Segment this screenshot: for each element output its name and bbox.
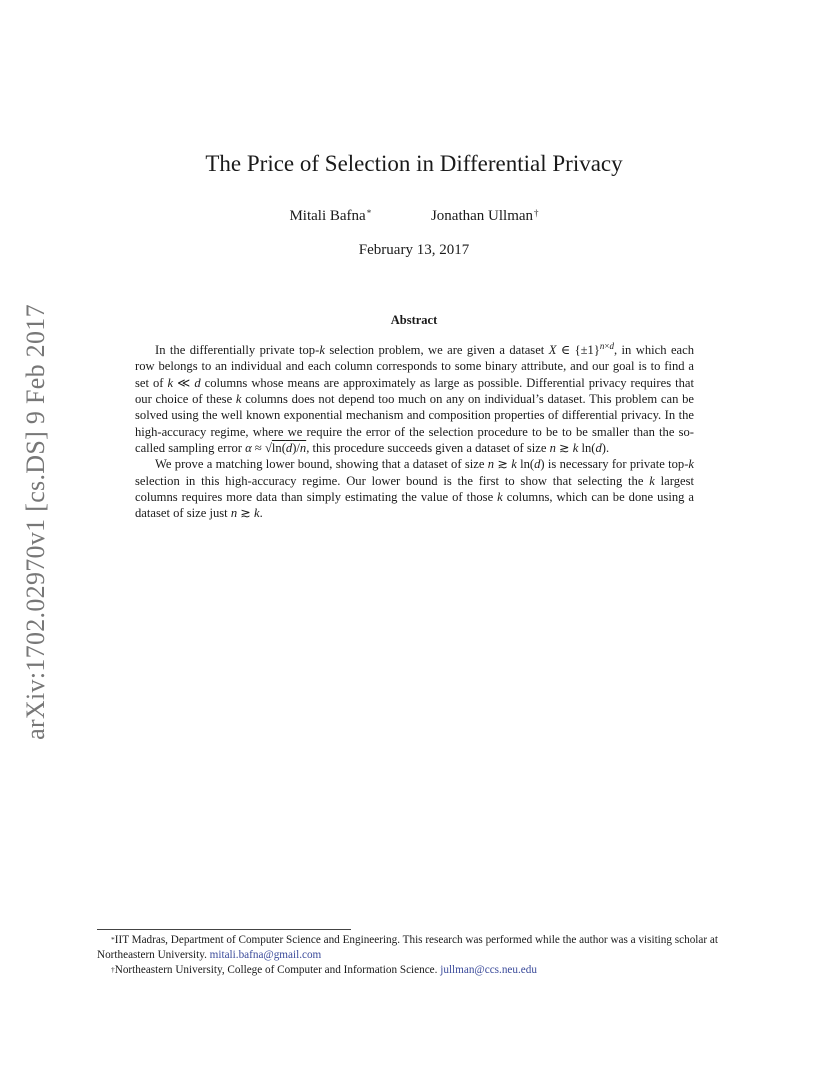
author-2	[431, 206, 539, 226]
footnote-divider	[97, 929, 351, 930]
author-2-name: Jonathan Ullman	[430, 208, 534, 224]
author-list	[0, 206, 828, 226]
abstract-body	[135, 338, 694, 521]
abstract-paragraph-1: In the differentially private top-k selection problem, we are given a dataset X ∈ $\{\pm 1\}^{n\times d}$, in which each row belongs to an individual and each column corresponds to some binary attribute, and our goal is to find a set of k ≪ d columns whose means are approximately as large as possible. Differential privacy requires that our choice of these k columns does not depend too much on any on individual’s dataset. This problem can be solved using the well known exponential mechanism and composition properties of differential privacy. In the high-accuracy regime, where we require the error of the selection procedure to be to be smaller than the so-called sampling error α ≈ √ln(d)/n, this procedure succeeds given a dataset of size n ≳ k ln(d).	[135, 341, 695, 455]
footnote-2-text: Northeastern University, College of Computer and Information Science.	[114, 964, 438, 976]
footnote-2	[97, 963, 733, 978]
footnote-2-mark: †	[111, 965, 115, 974]
paper-title: The Price of Selection in Differential Privacy	[205, 151, 623, 176]
footnote-2-email-link[interactable]: jullman@ccs.neu.edu	[440, 964, 537, 976]
footnote-1	[97, 933, 733, 963]
paper-date: February 13, 2017	[358, 242, 470, 258]
author-1-footnote-mark[interactable]: *	[366, 208, 372, 218]
abstract-paragraph-2: We prove a matching lower bound, showing that a dataset of size n ≳ k ln(d) is necessary for private top-k selection in this high-accuracy regime. Our lower bound is the first to show that selecting the k largest columns requires more data than simply estimating the value of those k columns, which can be done using a dataset of size just n ≳ k.	[135, 457, 695, 521]
arxiv-identifier-stamp: arXiv:1702.02970v1 [cs.DS] 9 Feb 2017	[21, 304, 50, 740]
footnote-1-email-link[interactable]: mitali.bafna@gmail.com	[209, 949, 322, 961]
footnote-1-text: IIT Madras, Department of Computer Science and Engineering. This research was performed while the author was a visiting scholar at Northeastern University.	[97, 934, 718, 961]
author-2-footnote-mark[interactable]: †	[534, 208, 539, 218]
author-1	[289, 206, 371, 226]
author-1-name: Mitali Bafna	[289, 208, 366, 224]
footnote-1-mark: *	[111, 935, 115, 944]
abstract-heading: Abstract	[390, 313, 438, 327]
footnotes	[97, 933, 733, 978]
